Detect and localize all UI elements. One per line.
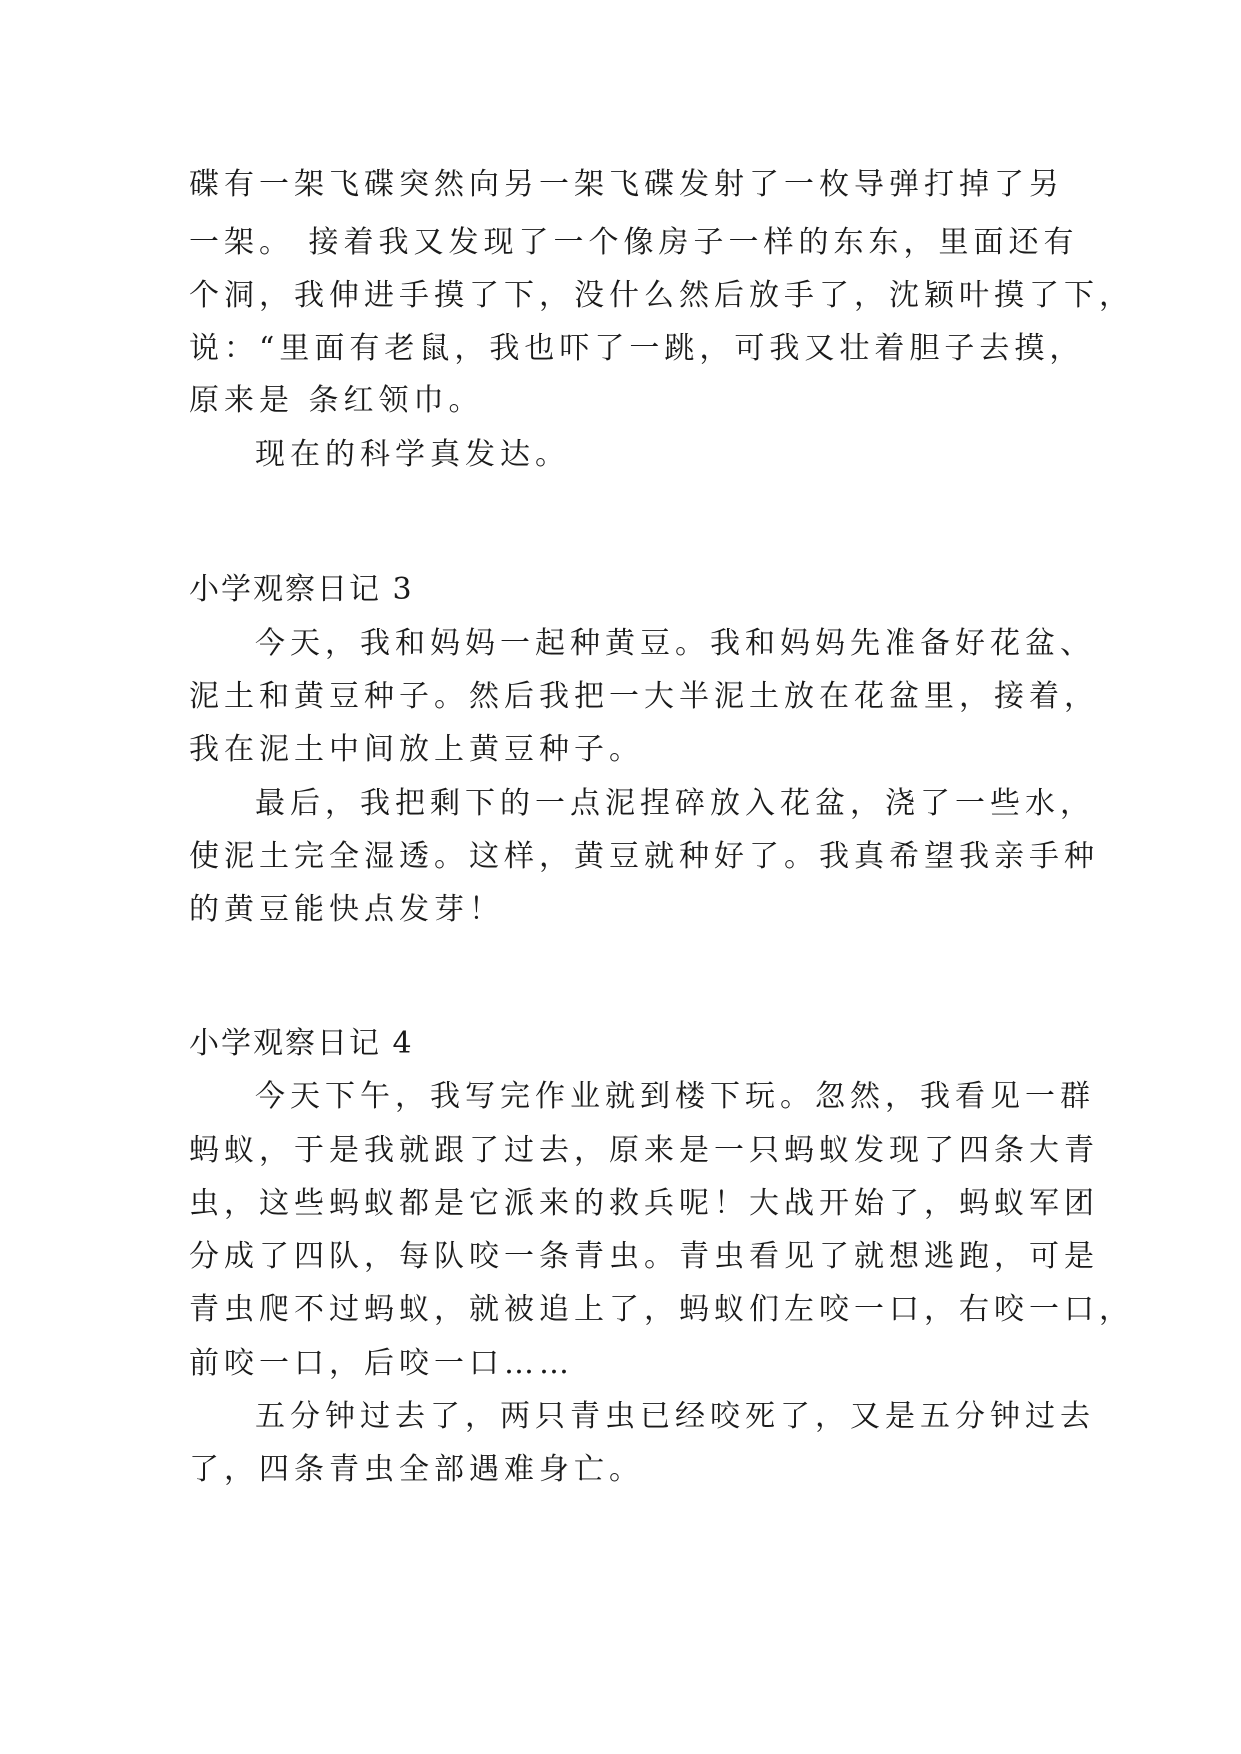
- text-line-22: 了，四条青虫全部遇难身亡。: [189, 1452, 644, 1487]
- section-heading-3: 小学观察日记 3: [189, 572, 414, 607]
- text-line-21: 五分钟过去了，两只青虫已经咬死了，又是五分钟过去: [255, 1399, 1095, 1434]
- text-line-20: 前咬一口，后咬一口……: [189, 1346, 574, 1381]
- text-line-9: 泥土和黄豆种子。然后我把一大半泥土放在花盆里，接着，: [189, 679, 1099, 714]
- text-line-8: 今天，我和妈妈一起种黄豆。我和妈妈先准备好花盆、: [255, 626, 1095, 661]
- text-line-17: 虫，这些蚂蚁都是它派来的救兵呢！大战开始了，蚂蚁军团: [189, 1186, 1099, 1221]
- text-line-4: 说：“里面有老鼠，我也吓了一跳，可我又壮着胆子去摸，: [189, 331, 1085, 366]
- text-line-3: 个洞，我伸进手摸了下，没什么然后放手了，沈颖叶摸了下，: [189, 278, 1134, 313]
- text-line-15: 今天下午，我写完作业就到楼下玩。忽然，我看见一群: [255, 1079, 1095, 1114]
- text-line-1: 碟有一架飞碟突然向另一架飞碟发射了一枚导弹打掉了另: [189, 167, 1064, 202]
- text-line-19: 青虫爬不过蚂蚁，就被追上了，蚂蚁们左咬一口，右咬一口，: [189, 1292, 1134, 1327]
- text-line-2: 一架。 接着我又发现了一个像房子一样的东东，里面还有: [189, 225, 1079, 260]
- section-heading-4: 小学观察日记 4: [189, 1026, 414, 1061]
- text-line-13: 的黄豆能快点发芽！: [189, 892, 504, 927]
- text-line-11: 最后，我把剩下的一点泥捏碎放入花盆，浇了一些水，: [255, 786, 1095, 821]
- text-line-5: 原来是 条红领巾。: [189, 383, 484, 418]
- text-line-6: 现在的科学真发达。: [255, 437, 570, 472]
- text-line-16: 蚂蚁，于是我就跟了过去，原来是一只蚂蚁发现了四条大青: [189, 1133, 1099, 1168]
- text-line-12: 使泥土完全湿透。这样，黄豆就种好了。我真希望我亲手种: [189, 839, 1099, 874]
- text-line-18: 分成了四队，每队咬一条青虫。青虫看见了就想逃跑，可是: [189, 1239, 1099, 1274]
- text-line-10: 我在泥土中间放上黄豆种子。: [189, 732, 644, 767]
